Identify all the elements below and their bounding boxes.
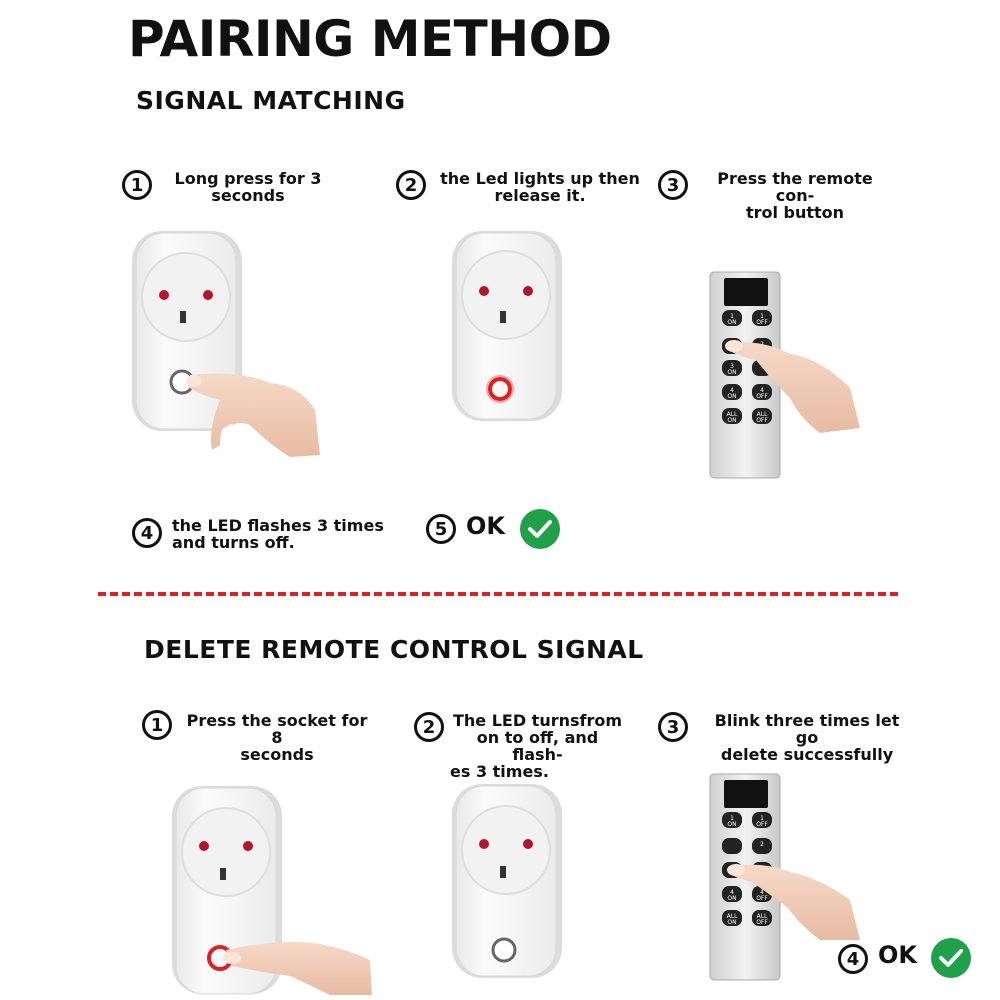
delete-step-3-text: [702, 712, 912, 763]
remote-btn-all-on-label: ON: [727, 417, 737, 424]
remote-btn-1-off-num: 1: [760, 313, 764, 320]
step-number-3: 3: [658, 170, 688, 200]
delete-step-number-1: 1: [142, 710, 172, 740]
delete-step-number-2: 2: [414, 712, 444, 742]
step-4-text-line2: and turns off.: [172, 533, 295, 552]
remote2-btn-4-off-label: OFF: [756, 895, 768, 902]
delete-step-2-text-line1: The LED turnsfrom: [452, 711, 623, 730]
remote2-btn-all-off: ALL: [756, 913, 768, 920]
step-1-text: [168, 170, 328, 204]
remote-btn-4-on-num: 4: [730, 387, 734, 394]
delete-step-3-text-line2: delete successfully: [720, 745, 894, 764]
step-2-text-line2: release it.: [494, 186, 586, 205]
signal-matching-heading: SIGNAL MATCHING: [136, 86, 406, 115]
step-1-text-line1: Long press for 3: [174, 169, 322, 188]
step-4-text: [172, 517, 402, 551]
remote2-btn-4-off-num: 4: [760, 889, 764, 896]
step-number-5: 5: [426, 514, 456, 544]
socket-image-off: [440, 778, 570, 983]
remote2-btn-all-on: ALL: [726, 913, 738, 920]
step-2-text-line1: the Led lights up then: [440, 169, 640, 188]
remote-image-press: [700, 268, 870, 483]
delete-step-number-3: 3: [658, 712, 688, 742]
remote-btn-3-on-num: 3: [730, 363, 734, 370]
ok-text: OK: [466, 512, 505, 540]
remote2-btn-all-off-label: OFF: [756, 919, 768, 926]
remote-btn-all-off: ALL: [756, 411, 768, 418]
step-4-text-line1: the LED flashes 3 times: [172, 516, 384, 535]
delete-step-1-text-line2: seconds: [240, 745, 314, 764]
step-3-text-line1: Press the remote con-: [717, 169, 873, 205]
remote2-btn-4-on-label: ON: [727, 895, 737, 902]
step-1-text-line2: seconds: [211, 186, 285, 205]
remote-btn-1-on-label: ON: [727, 319, 737, 326]
remote-btn-4-off-num: 4: [760, 387, 764, 394]
remote2-btn-1-on-label: ON: [727, 821, 737, 828]
step-number-2: 2: [396, 170, 426, 200]
delete-step-2-text-line2: on to off, and flash-: [476, 728, 599, 764]
socket-image-led-on: [440, 225, 570, 425]
remote-btn-1-off-label: OFF: [756, 319, 768, 326]
remote2-btn-4-on-num: 4: [730, 889, 734, 896]
remote-btn-3-on-label: ON: [727, 369, 737, 376]
remote2-btn-2-off-num: 2: [760, 841, 764, 848]
delete-ok-text: OK: [878, 941, 917, 969]
step-number-4: 4: [132, 518, 162, 548]
remote-btn-4-off-label: OFF: [756, 393, 768, 400]
remote2-btn-1-on-num: 1: [730, 815, 734, 822]
remote-btn-1-on-num: 1: [730, 313, 734, 320]
socket-image-press: [120, 225, 330, 465]
delete-step-2-text-line3: es 3 times.: [450, 762, 549, 781]
delete-step-2-text: [450, 712, 625, 780]
section-divider: [98, 592, 898, 596]
delete-step-number-4: 4: [838, 944, 868, 974]
remote-btn-4-on-label: ON: [727, 393, 737, 400]
step-3-text-line2: trol button: [745, 203, 845, 222]
step-number-1: 1: [122, 170, 152, 200]
delete-step-1-text-line1: Press the socket for 8: [186, 711, 368, 747]
page-title: PAIRING METHOD: [128, 10, 612, 68]
remote2-btn-all-on-label: ON: [727, 919, 737, 926]
delete-step-3-text-line1: Blink three times let go: [714, 711, 900, 747]
remote2-btn-1-off-num: 1: [760, 815, 764, 822]
delete-signal-heading: DELETE REMOTE CONTROL SIGNAL: [144, 635, 644, 664]
remote-btn-all-on: ALL: [726, 411, 738, 418]
delete-check-icon: [930, 937, 972, 979]
step-2-text: [440, 170, 640, 204]
delete-step-1-text: [182, 712, 372, 763]
socket-image-delete-press: [160, 780, 380, 998]
remote-btn-all-off-label: OFF: [756, 417, 768, 424]
check-icon: [519, 508, 561, 550]
remote2-btn-1-off-label: OFF: [756, 821, 768, 828]
step-3-text: [700, 170, 890, 221]
